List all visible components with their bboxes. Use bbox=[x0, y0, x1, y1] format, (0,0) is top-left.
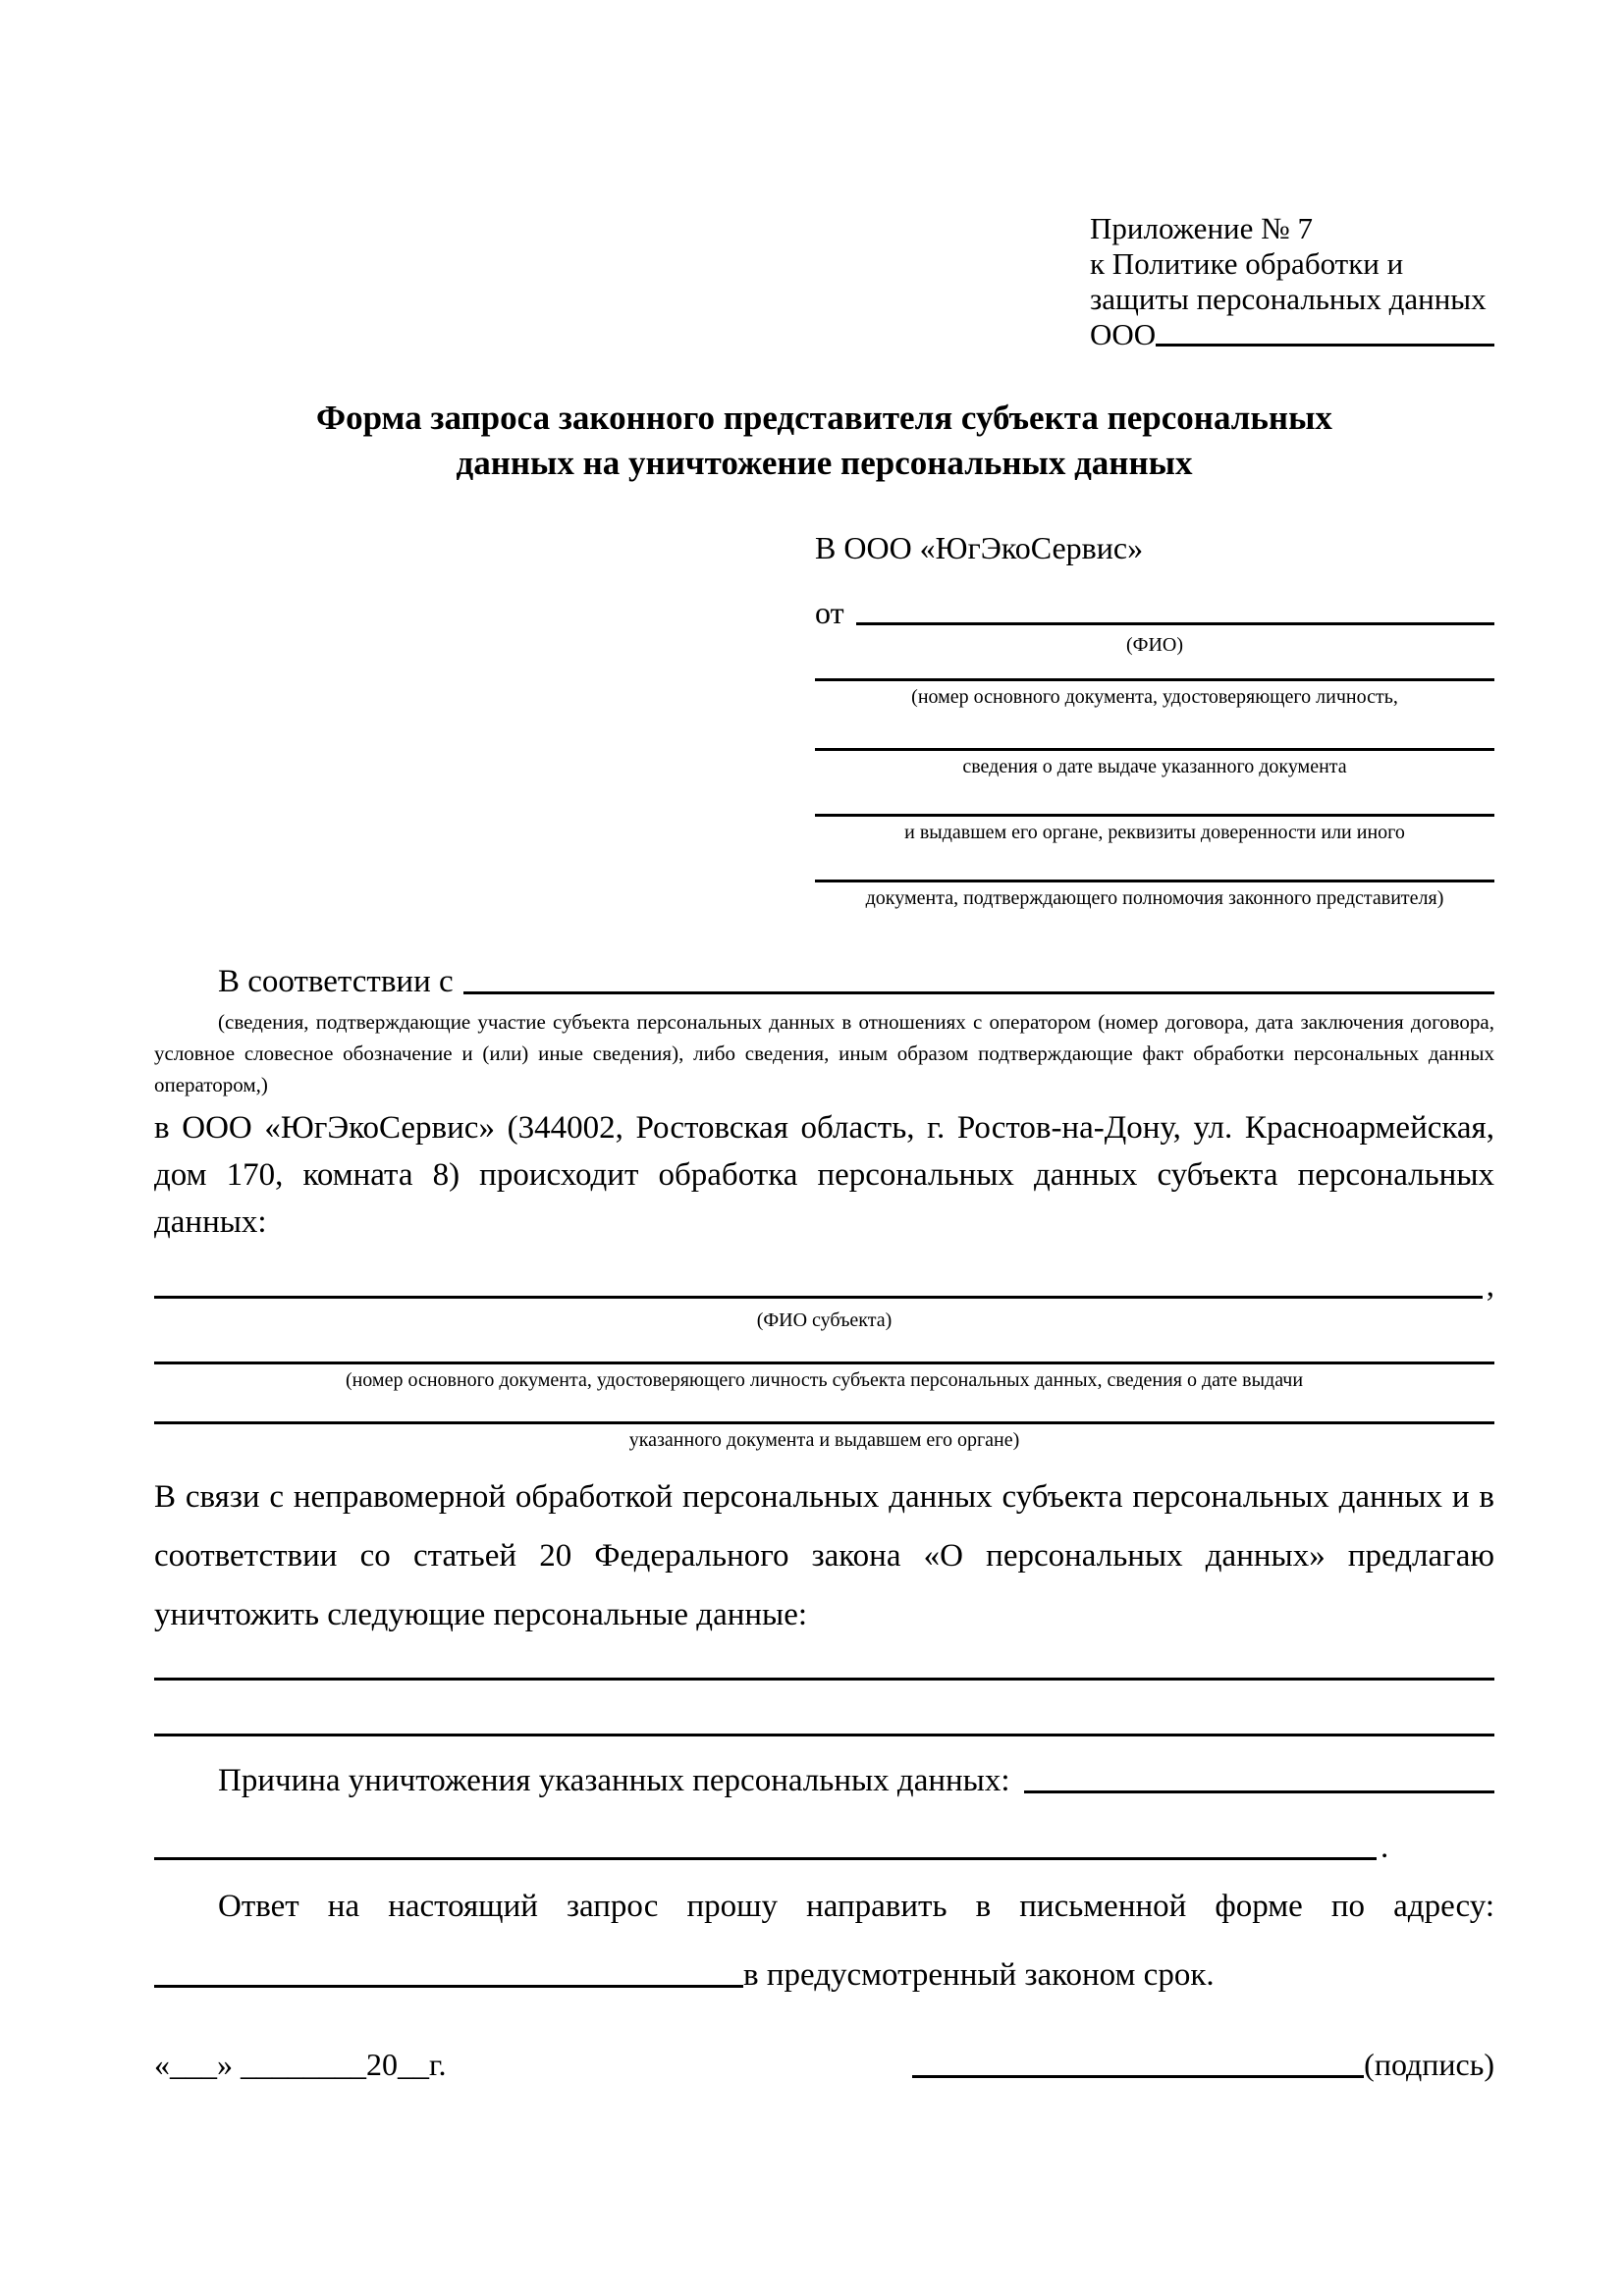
annex-ooo-blank-line bbox=[1156, 344, 1494, 347]
data-to-destroy-blank-line-1 bbox=[154, 1678, 1494, 1681]
reply-address-blank-line bbox=[154, 1985, 743, 1988]
caption-subject-fio: (ФИО субъекта) bbox=[756, 1309, 893, 1331]
reason-continuation-blank-line bbox=[154, 1857, 1377, 1860]
form-title-line-1: Форма запроса законного представителя субъекта персональных bbox=[316, 399, 1332, 437]
addressee-to-line: В ООО «ЮгЭкоСервис» bbox=[815, 530, 1144, 565]
representative-doc-blank-line-3 bbox=[815, 814, 1494, 817]
caption-doc-1: (номер основного документа, удостоверяющего личность, bbox=[911, 686, 1398, 708]
data-to-destroy-blank-line-2 bbox=[154, 1734, 1494, 1736]
request-paragraph: В связи с неправомерной обработкой персональных данных субъекта персональных данных и в соответствии со статьей 20 Федерального закона «О персональных данных» предлагаю уничтожить следующие персональные данные: bbox=[154, 1479, 1494, 1632]
form-title-line-2: данных на уничтожение персональных данных bbox=[456, 444, 1193, 482]
annex-block bbox=[1090, 211, 1494, 352]
reason-continuation-row bbox=[154, 1827, 1494, 1866]
reason-period: . bbox=[1380, 1830, 1389, 1865]
operator-paragraph: в ООО «ЮгЭкоСервис» (344002, Ростовская область, г. Ростов-на-Дону, ул. Красноармейская, дом 170, комната 8) происходит обработка персональных данных субъекта персональных данных: bbox=[154, 1110, 1494, 1240]
caption-doc-2: сведения о дате выдаче указанного документа bbox=[962, 756, 1347, 777]
caption-fio: (ФИО) bbox=[1125, 634, 1183, 656]
accordance-row bbox=[154, 959, 1494, 1000]
caption-subject-doc-1: (номер основного документа, удостоверяющего личность субъекта персональных данных, сведения о дате выдачи bbox=[345, 1369, 1304, 1391]
from-label: от bbox=[815, 595, 844, 630]
annex-ooo-label: ООО bbox=[1090, 317, 1157, 351]
document-content bbox=[154, 0, 1494, 2084]
accordance-blank-line bbox=[463, 991, 1494, 994]
reason-blank-line bbox=[1024, 1790, 1494, 1793]
from-row bbox=[815, 592, 1494, 631]
reason-label: Причина уничтожения указанных персональных данных: bbox=[218, 1763, 1010, 1798]
representative-doc-blank-line-4 bbox=[815, 880, 1494, 882]
date-line: «___» ________20__г. bbox=[154, 2047, 447, 2082]
accordance-label: В соответствии с bbox=[218, 964, 454, 999]
caption-doc-4: документа, подтверждающего полномочия законного представителя) bbox=[865, 887, 1444, 909]
reply-address-row bbox=[154, 1950, 1494, 1994]
from-blank-line bbox=[856, 622, 1494, 625]
annex-line-1: Приложение № 7 bbox=[1090, 211, 1313, 245]
subject-name-blank-line bbox=[154, 1296, 1483, 1299]
subject-name-row bbox=[154, 1265, 1494, 1305]
reason-row bbox=[154, 1756, 1494, 1799]
form-title bbox=[154, 396, 1494, 486]
signature-blank-line bbox=[912, 2075, 1364, 2078]
footer-row bbox=[154, 2045, 1494, 2084]
reply-paragraph: Ответ на настоящий запрос прошу направить в письменной форме по адресу: bbox=[218, 1889, 1494, 1924]
accordance-note: (сведения, подтверждающие участие субъекта персональных данных в отношениях с оператором (номер договора, дата заключения договора, условное словесное обозначение и (или) иные сведения), либо сведения, иным образом подтверждающие факт обработки персональных данных оператором,) bbox=[154, 1010, 1494, 1096]
signature-caption: (подпись) bbox=[1364, 2047, 1494, 2082]
caption-subject-doc-2: указанного документа и выдавшем его органе) bbox=[628, 1429, 1020, 1451]
subject-name-comma: , bbox=[1486, 1268, 1494, 1304]
subject-doc-blank-line-2 bbox=[154, 1421, 1494, 1424]
annex-ooo-row bbox=[1090, 317, 1494, 352]
addressee-block bbox=[815, 529, 1494, 910]
signature-group bbox=[912, 2045, 1494, 2084]
annex-line-3: защиты персональных данных bbox=[1090, 282, 1487, 316]
reply-suffix: в предусмотренный законом срок. bbox=[743, 1957, 1215, 1993]
subject-doc-blank-line-1 bbox=[154, 1362, 1494, 1364]
representative-doc-blank-line-2 bbox=[815, 748, 1494, 751]
representative-doc-blank-line-1 bbox=[815, 678, 1494, 681]
caption-doc-3: и выдавшем его органе, реквизиты доверенности или иного bbox=[904, 822, 1405, 843]
annex-line-2: к Политике обработки и bbox=[1090, 246, 1404, 281]
body-section bbox=[154, 959, 1494, 2084]
